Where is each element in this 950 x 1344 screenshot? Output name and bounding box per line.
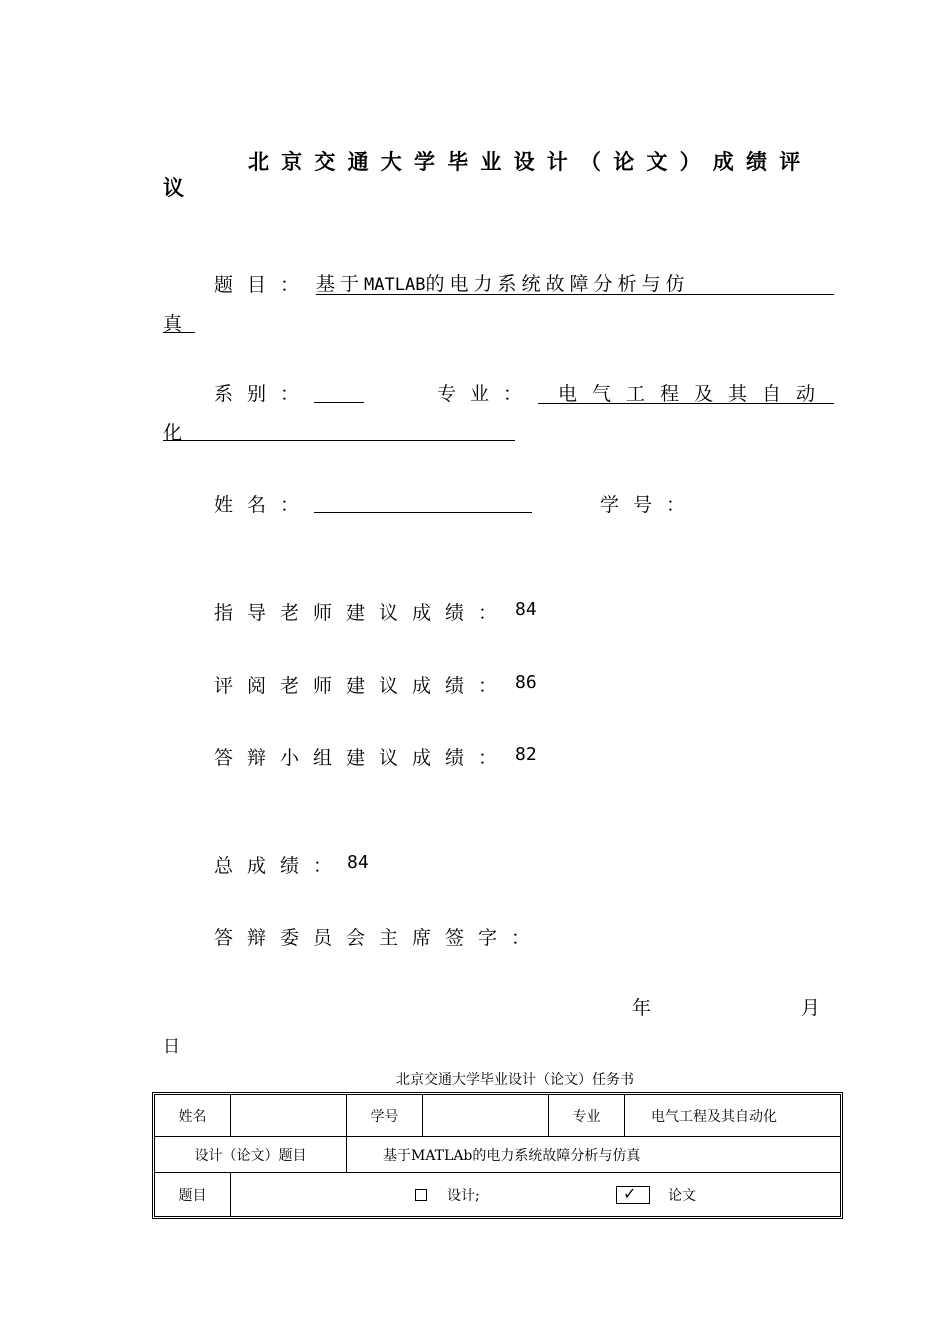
task-student-id-value[interactable] bbox=[423, 1095, 548, 1136]
task-student-id-label: 学号 bbox=[370, 1108, 399, 1125]
defense-grade-label: 答辩小组建议成绩： bbox=[214, 747, 512, 769]
major-underline-continued bbox=[163, 440, 515, 441]
topic-underline-continued bbox=[163, 332, 195, 333]
task-name-value[interactable] bbox=[231, 1095, 346, 1136]
topic-value-part2: 的电力系统故障分析与仿 bbox=[425, 273, 690, 295]
topic-label: 题目： bbox=[214, 274, 314, 296]
task-name-label: 姓名 bbox=[178, 1108, 207, 1125]
defense-grade-value: 82 bbox=[515, 744, 537, 765]
page-title: 北京交通大学毕业设计（论文）成绩评 bbox=[248, 149, 813, 174]
major-label: 专业： bbox=[437, 383, 537, 405]
page-title-continued: 议 bbox=[163, 175, 184, 200]
department-label: 系别： bbox=[214, 383, 314, 405]
topic-value-part1: 基于 bbox=[316, 273, 365, 295]
design-option-label: 设计; bbox=[447, 1187, 480, 1204]
reviewer-grade-label: 评阅老师建议成绩： bbox=[214, 675, 512, 697]
name-underline bbox=[314, 512, 532, 513]
task-sheet-table bbox=[152, 1092, 843, 1219]
task-major-label: 专业 bbox=[572, 1108, 601, 1125]
date-month-label: 月 bbox=[801, 997, 821, 1019]
student-id-label: 学号： bbox=[600, 494, 700, 516]
reviewer-grade-value: 86 bbox=[515, 672, 537, 693]
task-type-label: 题目 bbox=[178, 1187, 207, 1204]
total-grade-value: 84 bbox=[347, 852, 369, 873]
name-label: 姓名： bbox=[214, 494, 314, 516]
table-column-divider bbox=[230, 1172, 231, 1216]
task-topic-label: 设计（论文）题目 bbox=[194, 1147, 307, 1164]
date-year-label: 年 bbox=[632, 997, 652, 1019]
task-major-value: 电气工程及其自动化 bbox=[651, 1108, 777, 1125]
department-underline bbox=[314, 402, 364, 403]
total-grade-label: 总成绩： bbox=[214, 855, 347, 877]
topic-value-english: MATLAB bbox=[364, 275, 426, 295]
major-value: 电气工程及其自动 bbox=[558, 383, 831, 405]
task-topic-value: 基于MATLAb的电力系统故障分析与仿真 bbox=[383, 1147, 641, 1164]
advisor-grade-label: 指导老师建议成绩： bbox=[214, 602, 512, 624]
major-underline bbox=[538, 403, 834, 404]
chair-signature-label: 答辩委员会主席签字： bbox=[214, 927, 545, 949]
topic-value bbox=[316, 269, 689, 296]
design-checkbox-icon[interactable] bbox=[415, 1189, 427, 1201]
date-day-label: 日 bbox=[163, 1037, 180, 1057]
thesis-checkbox-icon[interactable] bbox=[616, 1186, 650, 1204]
topic-value-continued: 真 bbox=[163, 313, 183, 335]
major-value-continued: 化 bbox=[163, 422, 183, 444]
topic-underline bbox=[316, 294, 834, 295]
task-sheet-title: 北京交通大学毕业设计（论文）任务书 bbox=[396, 1073, 634, 1088]
check-mark-icon: ✓ bbox=[623, 1184, 637, 1203]
design-option[interactable] bbox=[415, 1173, 495, 1216]
thesis-option-label[interactable]: 论文 bbox=[668, 1187, 696, 1204]
advisor-grade-value: 84 bbox=[515, 599, 537, 620]
table-row-divider bbox=[155, 1172, 840, 1173]
